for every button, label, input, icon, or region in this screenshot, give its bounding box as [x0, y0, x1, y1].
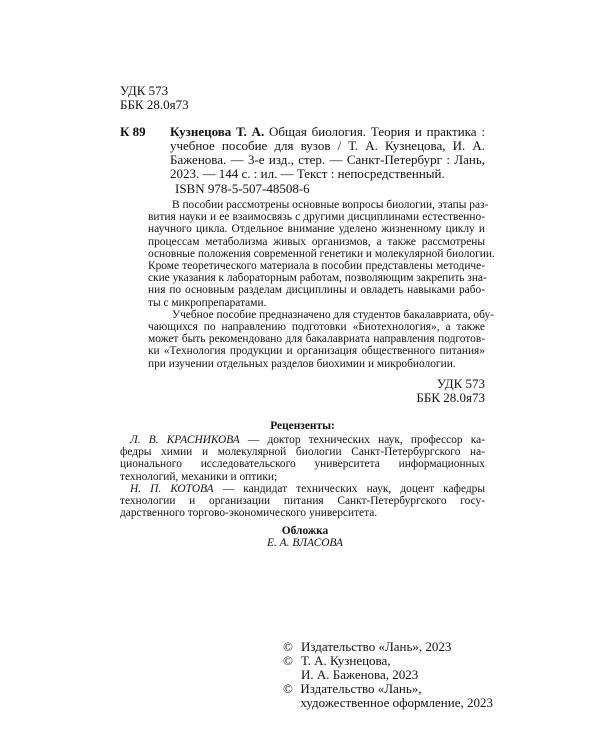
abstract-p1-line: ские указания к лабораторным работам, позволяющим закрепить зна-	[148, 272, 487, 285]
reviewer-1-title: — доктор технических наук, профессор ка-	[239, 434, 486, 446]
abstract-p1-line: ния по основным разделам дисциплины и овладеть навыками рабо-	[148, 284, 485, 297]
copyright-symbol: ©	[283, 639, 293, 654]
abstract-p2-line: Учебное пособие предназначено для студентов бакалавриата, обу-	[172, 308, 494, 321]
copyright-authors	[301, 654, 418, 682]
catalog-description: учебное пособие для вузов / Т. А. Кузнецова, И. А. Баженова. — 3-е изд., стер. — Санкт-Петербург : Лань, 2023. — 144 с. : ил. — Текст : непосредственный.	[170, 138, 485, 181]
abstract	[148, 199, 495, 370]
abstract-paragraph-1	[148, 199, 495, 309]
reviewers-heading: Рецензенты:	[270, 420, 335, 432]
copyright-symbol: ©	[283, 681, 293, 696]
reviewer-2-line: технологии и организации питания Санкт-Петербургского госу-	[120, 495, 485, 508]
copyright-design-line-2: художественное оформление, 2023	[300, 695, 493, 710]
right-udk: УДК 573	[436, 376, 485, 391]
reviewer-2-first-line	[120, 483, 485, 495]
top-bbk: ББК 28.0я73	[120, 97, 189, 112]
isbn: ISBN 978-5-507-48508-6	[175, 181, 310, 196]
reviewer-1-line: ционального исследовательского университета информационных	[120, 458, 485, 471]
copyright-symbol: ©	[283, 653, 293, 668]
catalog-line-1	[170, 125, 485, 139]
abstract-p2-line: чающихся по направлению подготовки «Биотехнология», а также	[148, 321, 485, 334]
abstract-p1-line: вития науки и ее взаимосвязь с другими дисциплинами естественно-	[148, 211, 485, 224]
top-udk: УДК 573	[120, 83, 169, 98]
cover-credit	[220, 525, 390, 549]
copyright-design-line-1: Издательство «Лань»,	[300, 681, 422, 696]
abstract-p2-line: при изучении отдельных разделов биохимии и микробиологии.	[148, 357, 456, 370]
copyright-publisher: Издательство «Лань», 2023	[301, 639, 452, 654]
copyright-entry	[283, 640, 493, 654]
copyright-block	[283, 640, 493, 710]
reviewer-2-title: — кандидат технических наук, доцент кафедры	[213, 482, 485, 495]
abstract-p1-line: процессам метаболизма живых организмов, а также рассмотрены	[148, 235, 485, 248]
abstract-p1-line: основные положения современной генетики и молекулярной биологии.	[148, 247, 495, 260]
catalog-record	[170, 125, 485, 181]
abstract-p1-line: Кроме теоретического материала в пособии представлены методиче-	[148, 260, 485, 273]
copyright-author-2: И. А. Баженова, 2023	[301, 667, 419, 682]
reviewer-2-name: Н. П. КОТОВА	[130, 482, 214, 495]
abstract-p2-line: ки «Технология продукции и организация общественного питания»	[148, 345, 485, 358]
copyright-entry	[283, 682, 493, 710]
copyright-entry	[283, 654, 493, 682]
reviewer-1-line: технологий, механики и оптики;	[120, 470, 278, 483]
copyright-design	[300, 682, 493, 710]
abstract-paragraph-2	[148, 308, 494, 370]
bottom-classification-codes	[380, 377, 485, 405]
top-classification-codes	[120, 84, 189, 112]
abstract-p1-line: ты с микропрепаратами.	[148, 296, 267, 309]
copyright-author-1: Т. А. Кузнецова,	[301, 653, 391, 668]
abstract-p1-line: В пособии рассмотрены основные вопросы биологии, этапы раз-	[172, 199, 489, 211]
abstract-p2-line: может быть рекомендовано для бакалавриата направления подготов-	[148, 333, 485, 346]
catalog-title: Общая биология. Теория и практика :	[269, 124, 485, 139]
reviewer-1-line: федры химии и молекулярной биологии Санкт-Петербургского на-	[120, 446, 485, 459]
reviewer-1-first-line	[120, 434, 485, 446]
cover-heading: Обложка	[281, 525, 329, 537]
abstract-p1-line: научного цикла. Отдельное внимание уделено жизненному циклу и	[148, 223, 485, 236]
reviewer-2-line: дарственного торгово-экономического университета.	[120, 507, 378, 520]
reviewers-list	[120, 434, 485, 519]
right-bbk: ББК 28.0я73	[416, 390, 485, 405]
cover-designer: Е. А. ВЛАСОВА	[267, 537, 343, 550]
reviewer-1-name: Л. В. КРАСНИКОВА	[130, 434, 240, 446]
author-mark: К 89	[120, 124, 146, 139]
catalog-author: Кузнецова Т. А.	[170, 124, 265, 139]
